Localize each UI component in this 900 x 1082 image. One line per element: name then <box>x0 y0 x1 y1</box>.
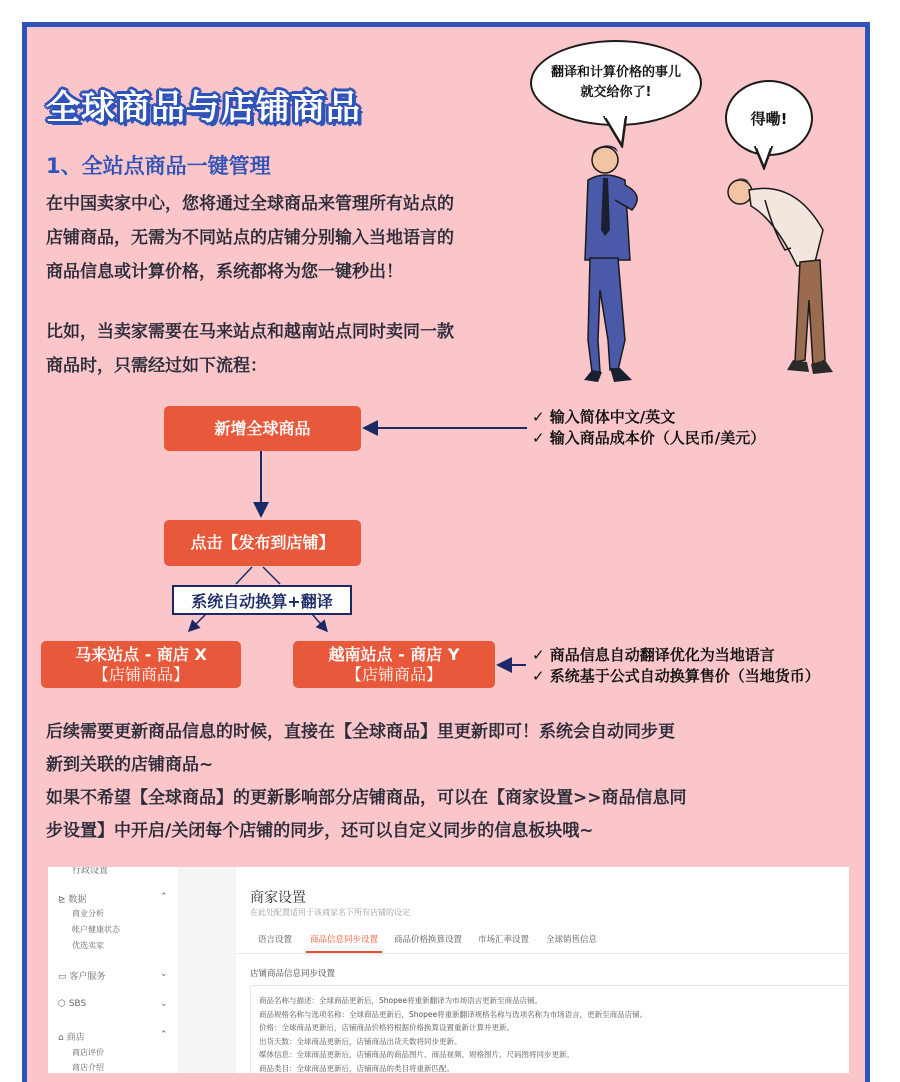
sidebar-group-label: 数据 <box>68 895 87 905</box>
output-notes <box>532 645 820 687</box>
publish-to-shop-box: 点击【发布到店铺】 <box>164 520 361 566</box>
bottom-line: 如果不希望【全球商品】的更新影响部分店铺商品，可以在【商家设置>>商品信息同 <box>46 788 687 808</box>
chat-icon: ▭ <box>58 972 70 982</box>
sidebar-item[interactable]: 商店介绍 <box>72 1063 104 1072</box>
box-line: 马来站点 - 商店 X <box>75 644 207 664</box>
sync-rule: 商品类目：全球商品更新后，店铺商品的类目将重新匹配。 <box>259 1063 454 1073</box>
sidebar-item[interactable]: 商业分析 <box>72 909 104 918</box>
box-line: 【店铺商品】 <box>92 664 189 684</box>
tab-exchange-rate[interactable]: 市场汇率设置 <box>478 935 530 945</box>
sidebar-item[interactable]: 优选卖家 <box>72 941 104 950</box>
chart-icon: ⊵ <box>58 895 69 905</box>
branch-arrow-right <box>312 614 326 630</box>
bottom-line: 后续需要更新商品信息的时候，直接在【全球商品】里更新即可！系统会自动同步更 <box>46 722 675 742</box>
sync-rule: 商品名称与描述：全球商品更新后，Shopee将重新翻译为市场语言更新至商品店铺。 <box>259 996 543 1005</box>
input-notes <box>532 407 765 449</box>
sidebar-group-service[interactable] <box>58 969 105 982</box>
bottom-line: 步设置】中开启/关闭每个店铺的同步，还可以自定义同步的信息板块哦~ <box>46 821 594 841</box>
sidebar-group-shop[interactable] <box>58 1030 85 1043</box>
sidebar-group-label: 商店 <box>66 1033 85 1043</box>
example-line: 比如，当卖家需要在马来站点和越南站点同时卖同一款 <box>46 322 454 342</box>
section-label: 店铺商品信息同步设置 <box>250 969 336 979</box>
sidebar <box>48 867 179 1073</box>
bottom-paragraph <box>46 716 858 848</box>
tab-global-sales[interactable]: 全球销售信息 <box>546 935 598 945</box>
sidebar-item[interactable]: 帐户健康状态 <box>72 925 120 934</box>
shop-icon: ⌂ <box>58 1033 67 1043</box>
sync-rule: 出货天数：全球商品更新后，店铺商品出货天数将同步更新。 <box>259 1036 462 1046</box>
sync-rules-list <box>259 994 647 1073</box>
bubble-text: 翻译和计算价格的事儿 <box>550 65 681 80</box>
example-line: 商品时，只需经过如下流程： <box>46 356 267 376</box>
note-line: ✓ 商品信息自动翻译优化为当地语言 <box>532 646 775 664</box>
sidebar-item[interactable]: 商店评价 <box>72 1048 104 1057</box>
sync-rule: 商品规格名称与选项名称：全球商品更新后，Shopee将重新翻译规格名称与选项名称为市场语言，更新至商品店铺。 <box>259 1009 648 1019</box>
box-line: 【店铺商品】 <box>345 664 442 684</box>
settings-title: 商家设置 <box>250 890 306 906</box>
sync-rule: 媒体信息：全球商品更新后，店铺商品的商品图片、商品视频、规格图片、尺码图将同步更新。 <box>259 1050 574 1059</box>
tab-divider <box>236 953 849 954</box>
auto-convert-translate-box: 系统自动换算+翻译 <box>172 585 352 615</box>
split-line-right <box>263 567 280 584</box>
chevron-up-icon[interactable]: ⌃ <box>160 892 168 902</box>
box-icon: ⬡ <box>58 999 69 1009</box>
box-line: 越南站点 - 商店 Y <box>328 644 460 664</box>
split-line-left <box>236 567 252 584</box>
tab-price-conversion[interactable]: 商品价格换算设置 <box>394 935 463 945</box>
sidebar-group-label: SBS <box>68 999 87 1009</box>
tab-product-sync[interactable]: 商品信息同步设置 <box>310 935 379 945</box>
chevron-down-icon[interactable]: ⌄ <box>160 999 168 1009</box>
settings-subtitle: 在此处配置适用于该商家名下所有店铺的设定 <box>250 908 410 917</box>
chevron-down-icon[interactable]: ⌄ <box>160 969 168 979</box>
add-global-product-box: 新增全球商品 <box>164 406 361 451</box>
tab-language[interactable]: 语言设置 <box>258 935 293 945</box>
settings-panel <box>236 867 849 1073</box>
intro-line: 店铺商品，无需为不同站点的店铺分别输入当地语言的 <box>46 228 454 248</box>
sidebar-group-label: 客户服务 <box>69 972 106 982</box>
page-title: 全球商品与店铺商品 <box>46 88 361 128</box>
chevron-up-icon[interactable]: ⌃ <box>160 1030 168 1040</box>
note-line: ✓ 输入简体中文/英文 <box>532 408 676 426</box>
sidebar-group-data[interactable] <box>58 892 86 905</box>
sidebar-item[interactable]: 行政设置 <box>72 867 109 876</box>
sync-rules-box <box>250 985 849 1073</box>
bubble-text: 就交给你了! <box>580 85 652 100</box>
intro-line: 商品信息或计算价格，系统都将为您一键秒出！ <box>46 262 403 282</box>
note-line: ✓ 输入商品成本价（人民币/美元） <box>532 429 766 447</box>
sidebar-group-sbs[interactable] <box>58 999 86 1009</box>
speech-bubble-right: 得嘞! <box>725 80 813 156</box>
content-gutter <box>178 867 236 1073</box>
sync-rule: 价格：全球商品更新后，店铺商品价格将根据价格换算设置重新计算并更新。 <box>259 1023 514 1032</box>
intro-line: 在中国卖家中心，您将通过全球商品来管理所有站点的 <box>46 194 454 214</box>
note-line: ✓ 系统基于公式自动换算售价（当地货币） <box>532 667 820 685</box>
branch-arrow-left <box>190 614 206 630</box>
section-heading: 1、全站点商品一键管理 <box>46 154 271 178</box>
bottom-line: 新到关联的店铺商品~ <box>46 755 214 775</box>
seller-settings-screenshot <box>48 867 849 1073</box>
